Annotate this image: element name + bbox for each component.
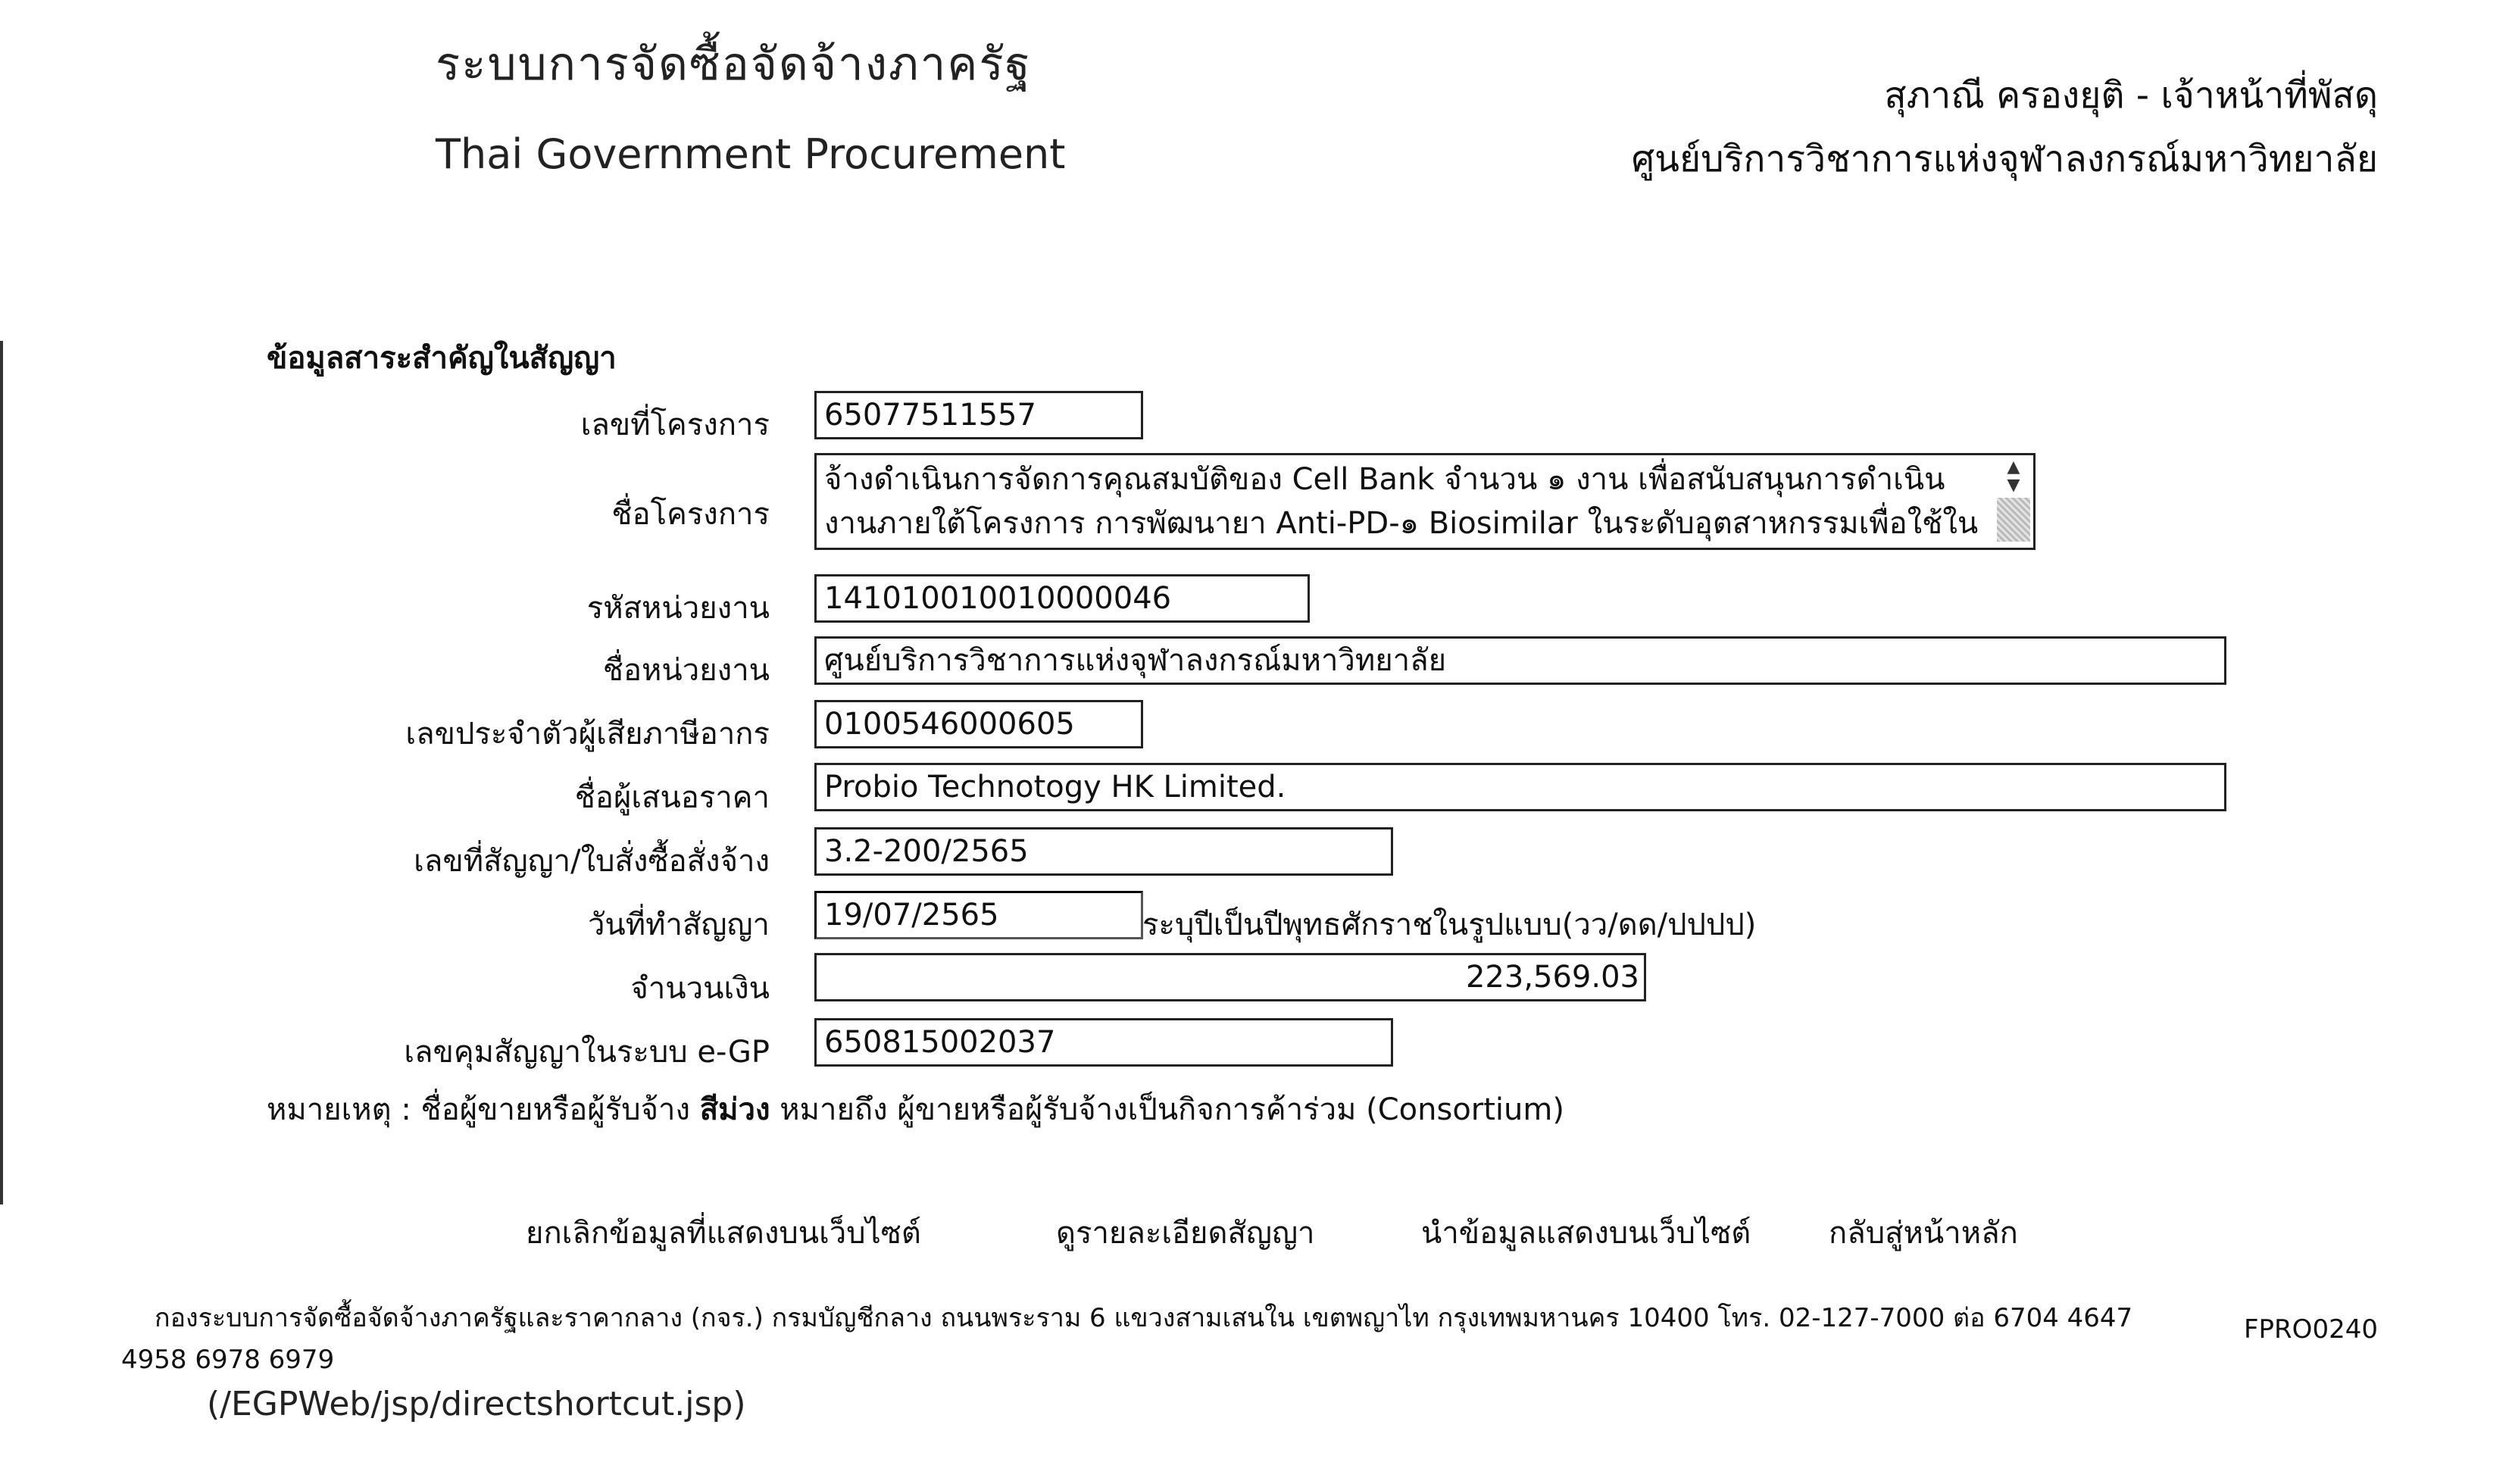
bidder-name-field[interactable]: Probio Technotogy HK Limited. — [814, 763, 2226, 811]
egp-control-no-field[interactable]: 650815002037 — [814, 1018, 1393, 1067]
footer-address-line-1: กองระบบการจัดซื้อจัดจ้างภาครัฐและราคากลาง (กจร.) กรมบัญชีกลาง ถนนพระราม 6 แขวงสามเสนใน เขตพญาไท กรุงเทพมหานคร 10400 โทร. 02-127-7000 ต่อ 6704 4647 — [155, 1303, 2133, 1333]
project-no-label: เลขที่โครงการ — [580, 408, 770, 442]
contract-date-field[interactable]: 19/07/2565 — [814, 891, 1143, 939]
note-emphasis: สีม่วง — [699, 1092, 770, 1127]
page-code: FPRO0240 — [2244, 1314, 2378, 1345]
back-to-home-link[interactable]: กลับสู่หน้าหลัก — [1829, 1216, 2018, 1251]
project-name-textarea[interactable] — [814, 453, 2036, 550]
note-prefix: หมายเหตุ : ชื่อผู้ขายหรือผู้รับจ้าง — [267, 1092, 700, 1127]
footer-address-line-2: 4958 6978 6979 — [121, 1345, 335, 1375]
bidder-name-label: ชื่อผู้เสนอราคา — [574, 780, 770, 815]
user-name: สุภาณี ครองยุติ - เจ้าหน้าที่พัสดุ — [1884, 74, 2378, 117]
scroll-thumb[interactable] — [1997, 498, 2030, 542]
page-url: (/EGPWeb/jsp/directshortcut.jsp) — [207, 1385, 746, 1423]
agency-name-field[interactable]: ศูนย์บริการวิชาการแห่งจุฬาลงกรณ์มหาวิทยาลัย — [814, 636, 2226, 685]
amount-label: จำนวนเงิน — [630, 971, 770, 1006]
agency-code-field[interactable]: 141010010010000046 — [814, 574, 1310, 623]
tax-id-field[interactable]: 0100546000605 — [814, 700, 1143, 748]
contract-no-field[interactable]: 3.2-200/2565 — [814, 827, 1393, 876]
project-name-line-1: จ้างดำเนินการจัดการคุณสมบัติของ Cell Bank จำนวน ๑ งาน เพื่อสนับสนุนการดำเนิน — [824, 462, 1945, 497]
contract-date-hint: ระบุปีเป็นปีพุทธศักราชในรูปแบบ(วว/ดด/ปปปป) — [1142, 908, 1757, 942]
agency-name-label: ชื่อหน่วยงาน — [602, 653, 770, 688]
consortium-note — [267, 1085, 1564, 1133]
project-no-field[interactable]: 65077511557 — [814, 391, 1143, 439]
project-name-label: ชื่อโครงการ — [611, 497, 770, 532]
tax-id-label: เลขประจำตัวผู้เสียภาษีอากร — [405, 717, 770, 751]
publish-to-website-link[interactable]: นำข้อมูลแสดงบนเว็บไซต์ — [1421, 1216, 1751, 1251]
textarea-scrollbar[interactable] — [1997, 458, 2030, 545]
contract-no-label: เลขที่สัญญา/ใบสั่งซื้อสั่งจ้าง — [414, 844, 770, 879]
amount-field[interactable]: 223,569.03 — [814, 953, 1646, 1001]
agency-code-label: รหัสหน่วยงาน — [586, 591, 770, 626]
section-title: ข้อมูลสาระสำคัญในสัญญา — [267, 341, 617, 376]
cancel-display-link[interactable]: ยกเลิกข้อมูลที่แสดงบนเว็บไซต์ — [526, 1216, 921, 1251]
user-organization: ศูนย์บริการวิชาการแห่งจุฬาลงกรณ์มหาวิทยาลัย — [1631, 138, 2378, 180]
scroll-updown-icon[interactable]: ▲ ▼ — [2007, 458, 2020, 495]
egp-control-no-label: เลขคุมสัญญาในระบบ e-GP — [404, 1035, 770, 1070]
system-name-english: Thai Government Procurement — [436, 130, 1066, 178]
note-suffix: หมายถึง ผู้ขายหรือผู้รับจ้างเป็นกิจการค้าร่วม (Consortium) — [770, 1092, 1564, 1127]
system-name-thai: ระบบการจัดซื้อจัดจ้างภาครัฐ — [436, 38, 1032, 91]
contract-date-label: วันที่ทำสัญญา — [587, 908, 770, 942]
project-name-line-2: งานภายใต้โครงการ การพัฒนายา Anti-PD-๑ Biosimilar ในระดับอุตสาหกรรมเพื่อใช้ใน — [824, 506, 1979, 541]
scan-edge-line — [0, 341, 3, 1204]
view-contract-detail-link[interactable]: ดูรายละเอียดสัญญา — [1056, 1216, 1315, 1251]
